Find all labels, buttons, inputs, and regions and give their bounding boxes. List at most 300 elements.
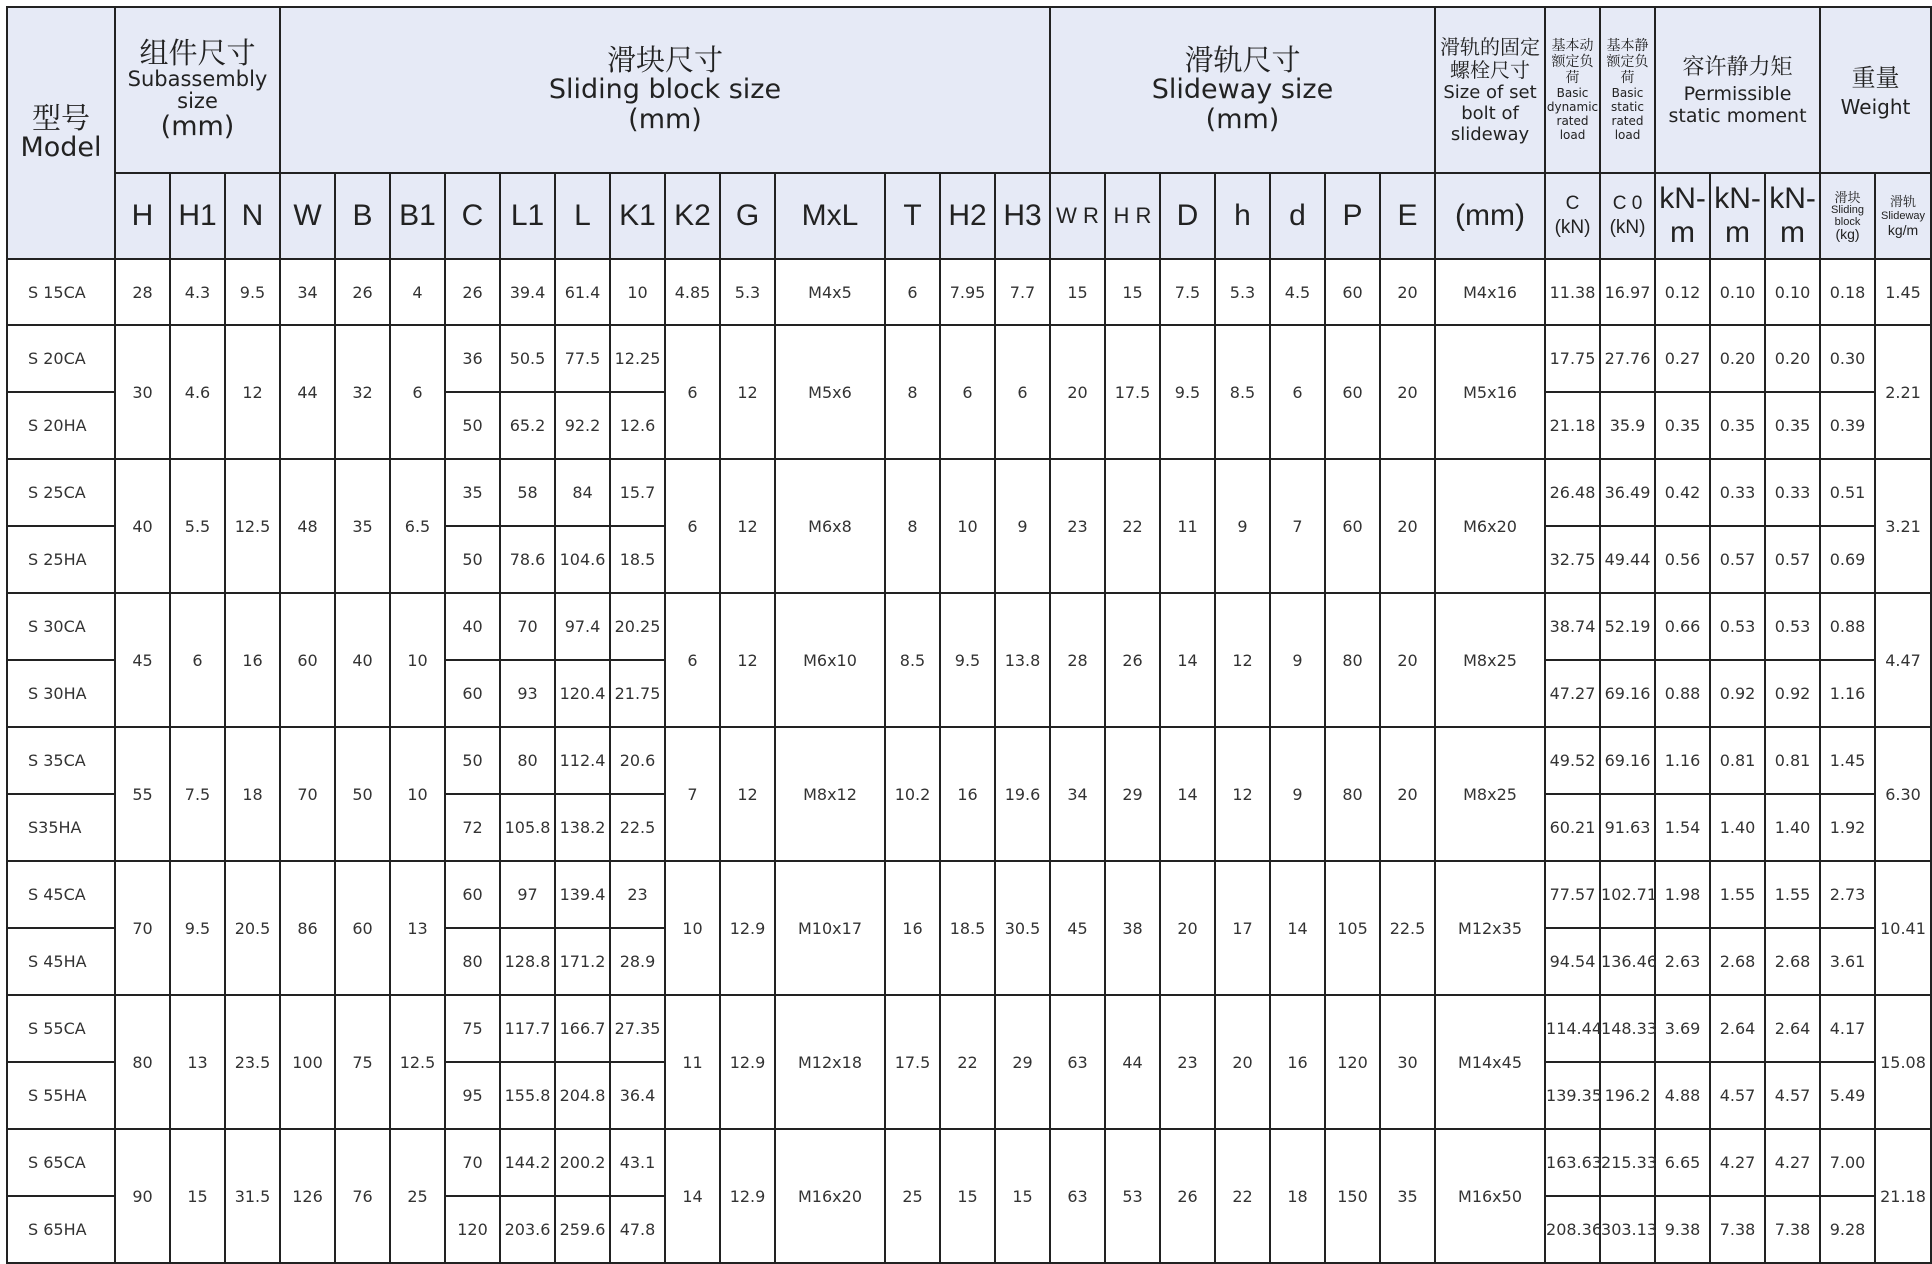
cell-H1: 15 [170, 1129, 225, 1263]
cell-rail-weight: 15.08 [1875, 995, 1931, 1129]
cell-h: 12 [1215, 727, 1270, 861]
model-cell: S 45HA [7, 928, 115, 995]
cell-B: 35 [335, 459, 390, 593]
cell-d: 7 [1270, 459, 1325, 593]
linear-guide-spec-table [6, 6, 1932, 1264]
cell-K1: 20.6 [610, 727, 665, 794]
cell-T: 6 [885, 259, 940, 325]
cell-H3: 30.5 [995, 861, 1050, 995]
col-B: B [335, 173, 390, 259]
bolt-header-cn: 滑轨的固定螺栓尺寸 [1440, 34, 1541, 82]
model-header [7, 7, 115, 259]
cell-K1: 23 [610, 861, 665, 928]
col-C0-static-unit: (kN) [1609, 217, 1646, 238]
cell-h: 5.3 [1215, 259, 1270, 325]
model-cell: S 35CA [7, 727, 115, 794]
col-K1: K1 [610, 173, 665, 259]
model-cell: S 55HA [7, 1062, 115, 1129]
cell-D: 14 [1160, 593, 1215, 727]
cell-H3: 13.8 [995, 593, 1050, 727]
col-P: P [1325, 173, 1380, 259]
cell-d: 4.5 [1270, 259, 1325, 325]
col-H1: H1 [170, 173, 225, 259]
cell-m3: 0.10 [1765, 259, 1820, 325]
cell-m1: 9.38 [1655, 1196, 1710, 1263]
cell-K2: 6 [665, 593, 720, 727]
cell-L: 166.7 [555, 995, 610, 1062]
cell-L1: 93 [500, 660, 555, 727]
subassembly-header-en: Subassembly size [127, 67, 268, 113]
cell-D: 9.5 [1160, 325, 1215, 459]
cell-C: 70 [445, 1129, 500, 1196]
cell-H1: 6 [170, 593, 225, 727]
cell-D: 23 [1160, 995, 1215, 1129]
cell-P: 105 [1325, 861, 1380, 995]
col-K2: K2 [665, 173, 720, 259]
cell-L: 77.5 [555, 325, 610, 392]
cell-B1: 25 [390, 1129, 445, 1263]
model-header-en: Model [20, 132, 102, 163]
cell-C: 60 [445, 660, 500, 727]
cell-K2: 7 [665, 727, 720, 861]
cell-m2: 0.92 [1710, 660, 1765, 727]
col-L1: L1 [500, 173, 555, 259]
cell-WR: 45 [1050, 861, 1105, 995]
cell-bolt: M5x16 [1435, 325, 1545, 459]
cell-m3: 0.57 [1765, 526, 1820, 593]
cell-H: 40 [115, 459, 170, 593]
cell-h: 22 [1215, 1129, 1270, 1263]
cell-rail-weight: 4.47 [1875, 593, 1931, 727]
cell-L1: 144.2 [500, 1129, 555, 1196]
cell-rail-weight: 3.21 [1875, 459, 1931, 593]
cell-H1: 5.5 [170, 459, 225, 593]
model-cell: S 30CA [7, 593, 115, 660]
cell-K2: 6 [665, 325, 720, 459]
cell-Cdyn: 60.21 [1545, 794, 1600, 861]
moment-header-cn: 容许静力矩 [1682, 55, 1793, 80]
model-cell: S 15CA [7, 259, 115, 325]
cell-C0: 27.76 [1600, 325, 1655, 392]
cell-L1: 39.4 [500, 259, 555, 325]
cell-C0: 35.9 [1600, 392, 1655, 459]
cell-C: 80 [445, 928, 500, 995]
cell-H1: 4.6 [170, 325, 225, 459]
cell-C: 72 [445, 794, 500, 861]
col-G: G [720, 173, 775, 259]
cell-block_w: 4.17 [1820, 995, 1875, 1062]
cell-D: 11 [1160, 459, 1215, 593]
cell-P: 60 [1325, 325, 1380, 459]
cell-B: 50 [335, 727, 390, 861]
cell-H2: 16 [940, 727, 995, 861]
cell-C0: 36.49 [1600, 459, 1655, 526]
cell-Cdyn: 11.38 [1545, 259, 1600, 325]
cell-bolt: M12x35 [1435, 861, 1545, 995]
cell-block_w: 0.18 [1820, 259, 1875, 325]
cell-m2: 0.10 [1710, 259, 1765, 325]
cell-m3: 4.27 [1765, 1129, 1820, 1196]
cell-block_w: 1.92 [1820, 794, 1875, 861]
cell-H1: 9.5 [170, 861, 225, 995]
cell-HR: 26 [1105, 593, 1160, 727]
dynamic-load-header-en: Basic dynamic rated load [1546, 86, 1599, 142]
cell-L1: 105.8 [500, 794, 555, 861]
col-block-weight [1820, 173, 1875, 259]
col-C-dynamic [1545, 173, 1600, 259]
cell-C: 95 [445, 1062, 500, 1129]
cell-L: 97.4 [555, 593, 610, 660]
cell-m3: 0.81 [1765, 727, 1820, 794]
block-header-unit: (mm) [628, 104, 702, 135]
cell-H3: 7.7 [995, 259, 1050, 325]
cell-block_w: 0.88 [1820, 593, 1875, 660]
model-header-cn: 型号 [31, 101, 90, 135]
cell-H: 80 [115, 995, 170, 1129]
cell-HR: 22 [1105, 459, 1160, 593]
col-moment-2: kN-m [1710, 173, 1765, 259]
cell-W: 44 [280, 325, 335, 459]
cell-m3: 1.55 [1765, 861, 1820, 928]
cell-N: 20.5 [225, 861, 280, 995]
cell-d: 14 [1270, 861, 1325, 995]
cell-bolt: M8x25 [1435, 727, 1545, 861]
cell-B1: 12.5 [390, 995, 445, 1129]
cell-Cdyn: 17.75 [1545, 325, 1600, 392]
cell-G: 12 [720, 593, 775, 727]
col-T: T [885, 173, 940, 259]
col-C0-static-label: C 0 [1612, 193, 1643, 214]
cell-Cdyn: 26.48 [1545, 459, 1600, 526]
cell-H: 28 [115, 259, 170, 325]
cell-L1: 80 [500, 727, 555, 794]
cell-H2: 22 [940, 995, 995, 1129]
cell-G: 12.9 [720, 1129, 775, 1263]
cell-L: 139.4 [555, 861, 610, 928]
cell-m1: 0.12 [1655, 259, 1710, 325]
cell-L1: 78.6 [500, 526, 555, 593]
block-header-cn: 滑块尺寸 [606, 43, 723, 77]
cell-H3: 15 [995, 1129, 1050, 1263]
cell-L1: 97 [500, 861, 555, 928]
block-header [280, 7, 1050, 173]
cell-T: 8 [885, 325, 940, 459]
static-load-header-cn: 基本静额定负荷 [1606, 38, 1649, 86]
cell-W: 86 [280, 861, 335, 995]
cell-K2: 11 [665, 995, 720, 1129]
cell-B: 60 [335, 861, 390, 995]
slideway-header-en: Slideway size [1151, 74, 1334, 105]
cell-MxL: M8x12 [775, 727, 885, 861]
cell-G: 5.3 [720, 259, 775, 325]
cell-h: 8.5 [1215, 325, 1270, 459]
cell-MxL: M5x6 [775, 325, 885, 459]
cell-H1: 13 [170, 995, 225, 1129]
cell-m1: 0.27 [1655, 325, 1710, 392]
col-H3: H3 [995, 173, 1050, 259]
cell-Cdyn: 139.35 [1545, 1062, 1600, 1129]
cell-P: 60 [1325, 459, 1380, 593]
cell-B1: 4 [390, 259, 445, 325]
cell-B: 26 [335, 259, 390, 325]
cell-B: 40 [335, 593, 390, 727]
col-L: L [555, 173, 610, 259]
cell-H3: 6 [995, 325, 1050, 459]
cell-bolt: M14x45 [1435, 995, 1545, 1129]
cell-H3: 19.6 [995, 727, 1050, 861]
cell-H1: 7.5 [170, 727, 225, 861]
col-D: D [1160, 173, 1215, 259]
cell-C: 40 [445, 593, 500, 660]
cell-L: 204.8 [555, 1062, 610, 1129]
cell-rail-weight: 21.18 [1875, 1129, 1931, 1263]
cell-H2: 18.5 [940, 861, 995, 995]
cell-m3: 0.33 [1765, 459, 1820, 526]
cell-G: 12 [720, 459, 775, 593]
cell-L: 92.2 [555, 392, 610, 459]
col-rail-weight-en: Slideway [1881, 210, 1926, 222]
subassembly-header [115, 7, 280, 173]
cell-D: 7.5 [1160, 259, 1215, 325]
cell-rail-weight: 10.41 [1875, 861, 1931, 995]
model-cell: S 30HA [7, 660, 115, 727]
cell-B1: 6 [390, 325, 445, 459]
col-H: H [115, 173, 170, 259]
cell-m2: 2.64 [1710, 995, 1765, 1062]
cell-K2: 14 [665, 1129, 720, 1263]
cell-WR: 34 [1050, 727, 1105, 861]
cell-E: 20 [1380, 593, 1435, 727]
cell-T: 8 [885, 459, 940, 593]
spec-table-body [7, 259, 1931, 1263]
cell-K1: 28.9 [610, 928, 665, 995]
cell-L: 171.2 [555, 928, 610, 995]
col-block-weight-cn: 滑块 [1834, 190, 1861, 205]
model-cell: S 25CA [7, 459, 115, 526]
cell-h: 17 [1215, 861, 1270, 995]
col-block-weight-en: Sliding block [1831, 204, 1865, 228]
cell-m2: 4.27 [1710, 1129, 1765, 1196]
model-cell: S 65CA [7, 1129, 115, 1196]
cell-WR: 28 [1050, 593, 1105, 727]
col-C-dynamic-unit: (kN) [1554, 217, 1591, 238]
cell-N: 9.5 [225, 259, 280, 325]
cell-B: 76 [335, 1129, 390, 1263]
cell-MxL: M12x18 [775, 995, 885, 1129]
cell-W: 126 [280, 1129, 335, 1263]
cell-rail-weight: 1.45 [1875, 259, 1931, 325]
cell-h: 12 [1215, 593, 1270, 727]
spec-sheet [6, 6, 1926, 1255]
col-C-dynamic-label: C [1565, 193, 1580, 214]
col-moment-3: kN-m [1765, 173, 1820, 259]
cell-T: 16 [885, 861, 940, 995]
cell-Cdyn: 114.44 [1545, 995, 1600, 1062]
weight-header-cn: 重量 [1851, 64, 1900, 92]
cell-rail-weight: 2.21 [1875, 325, 1931, 459]
col-MxL: MxL [775, 173, 885, 259]
cell-H2: 6 [940, 325, 995, 459]
cell-HR: 15 [1105, 259, 1160, 325]
cell-G: 12 [720, 325, 775, 459]
bolt-header-en: Size of set bolt of slideway [1443, 81, 1537, 145]
cell-K1: 47.8 [610, 1196, 665, 1263]
cell-m1: 0.66 [1655, 593, 1710, 660]
col-W: W [280, 173, 335, 259]
cell-MxL: M4x5 [775, 259, 885, 325]
cell-Cdyn: 208.36 [1545, 1196, 1600, 1263]
cell-d: 16 [1270, 995, 1325, 1129]
cell-G: 12.9 [720, 861, 775, 995]
cell-m1: 1.54 [1655, 794, 1710, 861]
col-rail-weight-cn: 滑轨 [1890, 194, 1917, 209]
cell-m3: 4.57 [1765, 1062, 1820, 1129]
cell-HR: 53 [1105, 1129, 1160, 1263]
cell-H3: 29 [995, 995, 1050, 1129]
col-H2: H2 [940, 173, 995, 259]
cell-C: 36 [445, 325, 500, 392]
cell-d: 18 [1270, 1129, 1325, 1263]
cell-N: 31.5 [225, 1129, 280, 1263]
col-rail-weight-unit: kg/m [1887, 222, 1919, 238]
cell-P: 60 [1325, 259, 1380, 325]
cell-d: 9 [1270, 593, 1325, 727]
cell-H: 55 [115, 727, 170, 861]
cell-W: 70 [280, 727, 335, 861]
cell-C0: 215.33 [1600, 1129, 1655, 1196]
cell-L: 84 [555, 459, 610, 526]
cell-bolt: M6x20 [1435, 459, 1545, 593]
cell-H2: 10 [940, 459, 995, 593]
weight-header [1820, 7, 1931, 173]
table-row [7, 593, 1931, 660]
dynamic-load-header-cn: 基本动额定负荷 [1551, 38, 1594, 86]
cell-bolt: M4x16 [1435, 259, 1545, 325]
cell-H: 30 [115, 325, 170, 459]
model-cell: S 20HA [7, 392, 115, 459]
cell-block_w: 5.49 [1820, 1062, 1875, 1129]
cell-C0: 16.97 [1600, 259, 1655, 325]
cell-L: 120.4 [555, 660, 610, 727]
cell-P: 120 [1325, 995, 1380, 1129]
cell-K2: 6 [665, 459, 720, 593]
cell-K2: 4.85 [665, 259, 720, 325]
cell-MxL: M6x10 [775, 593, 885, 727]
cell-E: 35 [1380, 1129, 1435, 1263]
cell-block_w: 0.30 [1820, 325, 1875, 392]
cell-m2: 0.57 [1710, 526, 1765, 593]
weight-header-en: Weight [1840, 95, 1911, 119]
cell-m3: 0.92 [1765, 660, 1820, 727]
cell-E: 20 [1380, 259, 1435, 325]
cell-h: 9 [1215, 459, 1270, 593]
cell-E: 20 [1380, 325, 1435, 459]
table-row [7, 861, 1931, 928]
col-moment-1: kN-m [1655, 173, 1710, 259]
cell-C0: 69.16 [1600, 727, 1655, 794]
cell-K1: 22.5 [610, 794, 665, 861]
cell-HR: 38 [1105, 861, 1160, 995]
cell-K1: 12.25 [610, 325, 665, 392]
cell-N: 12.5 [225, 459, 280, 593]
cell-L1: 65.2 [500, 392, 555, 459]
cell-m2: 1.55 [1710, 861, 1765, 928]
cell-C: 120 [445, 1196, 500, 1263]
cell-L1: 203.6 [500, 1196, 555, 1263]
cell-HR: 29 [1105, 727, 1160, 861]
cell-L: 200.2 [555, 1129, 610, 1196]
cell-C: 50 [445, 727, 500, 794]
cell-d: 9 [1270, 727, 1325, 861]
cell-K1: 12.6 [610, 392, 665, 459]
cell-Cdyn: 47.27 [1545, 660, 1600, 727]
table-row [7, 459, 1931, 526]
cell-C0: 196.2 [1600, 1062, 1655, 1129]
cell-block_w: 1.16 [1820, 660, 1875, 727]
cell-WR: 15 [1050, 259, 1105, 325]
cell-Cdyn: 94.54 [1545, 928, 1600, 995]
cell-block_w: 0.51 [1820, 459, 1875, 526]
cell-m2: 0.35 [1710, 392, 1765, 459]
table-row [7, 1129, 1931, 1196]
cell-L: 112.4 [555, 727, 610, 794]
subassembly-header-cn: 组件尺寸 [139, 36, 256, 70]
cell-WR: 23 [1050, 459, 1105, 593]
cell-block_w: 2.73 [1820, 861, 1875, 928]
cell-m2: 1.40 [1710, 794, 1765, 861]
dynamic-load-header [1545, 7, 1600, 173]
static-load-header [1600, 7, 1655, 173]
cell-W: 100 [280, 995, 335, 1129]
cell-B1: 10 [390, 727, 445, 861]
cell-m2: 4.57 [1710, 1062, 1765, 1129]
cell-m2: 0.20 [1710, 325, 1765, 392]
static-load-header-en: Basic static rated load [1611, 86, 1644, 142]
model-cell: S 55CA [7, 995, 115, 1062]
cell-H1: 4.3 [170, 259, 225, 325]
cell-B1: 6.5 [390, 459, 445, 593]
col-B1: B1 [390, 173, 445, 259]
cell-L1: 128.8 [500, 928, 555, 995]
cell-m1: 0.88 [1655, 660, 1710, 727]
cell-bolt: M8x25 [1435, 593, 1545, 727]
cell-d: 6 [1270, 325, 1325, 459]
cell-C0: 52.19 [1600, 593, 1655, 660]
col-h: h [1215, 173, 1270, 259]
cell-N: 23.5 [225, 995, 280, 1129]
cell-D: 26 [1160, 1129, 1215, 1263]
cell-C0: 91.63 [1600, 794, 1655, 861]
slideway-header [1050, 7, 1435, 173]
cell-Cdyn: 49.52 [1545, 727, 1600, 794]
cell-C0: 69.16 [1600, 660, 1655, 727]
cell-B: 75 [335, 995, 390, 1129]
cell-rail-weight: 6.30 [1875, 727, 1931, 861]
cell-C0: 303.13 [1600, 1196, 1655, 1263]
col-WR: W R [1050, 173, 1105, 259]
cell-P: 80 [1325, 727, 1380, 861]
bolt-header [1435, 7, 1545, 173]
cell-E: 20 [1380, 459, 1435, 593]
moment-header [1655, 7, 1820, 173]
cell-m1: 0.42 [1655, 459, 1710, 526]
cell-C: 50 [445, 526, 500, 593]
cell-D: 20 [1160, 861, 1215, 995]
table-row [7, 995, 1931, 1062]
cell-m1: 6.65 [1655, 1129, 1710, 1196]
cell-C: 35 [445, 459, 500, 526]
cell-K2: 10 [665, 861, 720, 995]
